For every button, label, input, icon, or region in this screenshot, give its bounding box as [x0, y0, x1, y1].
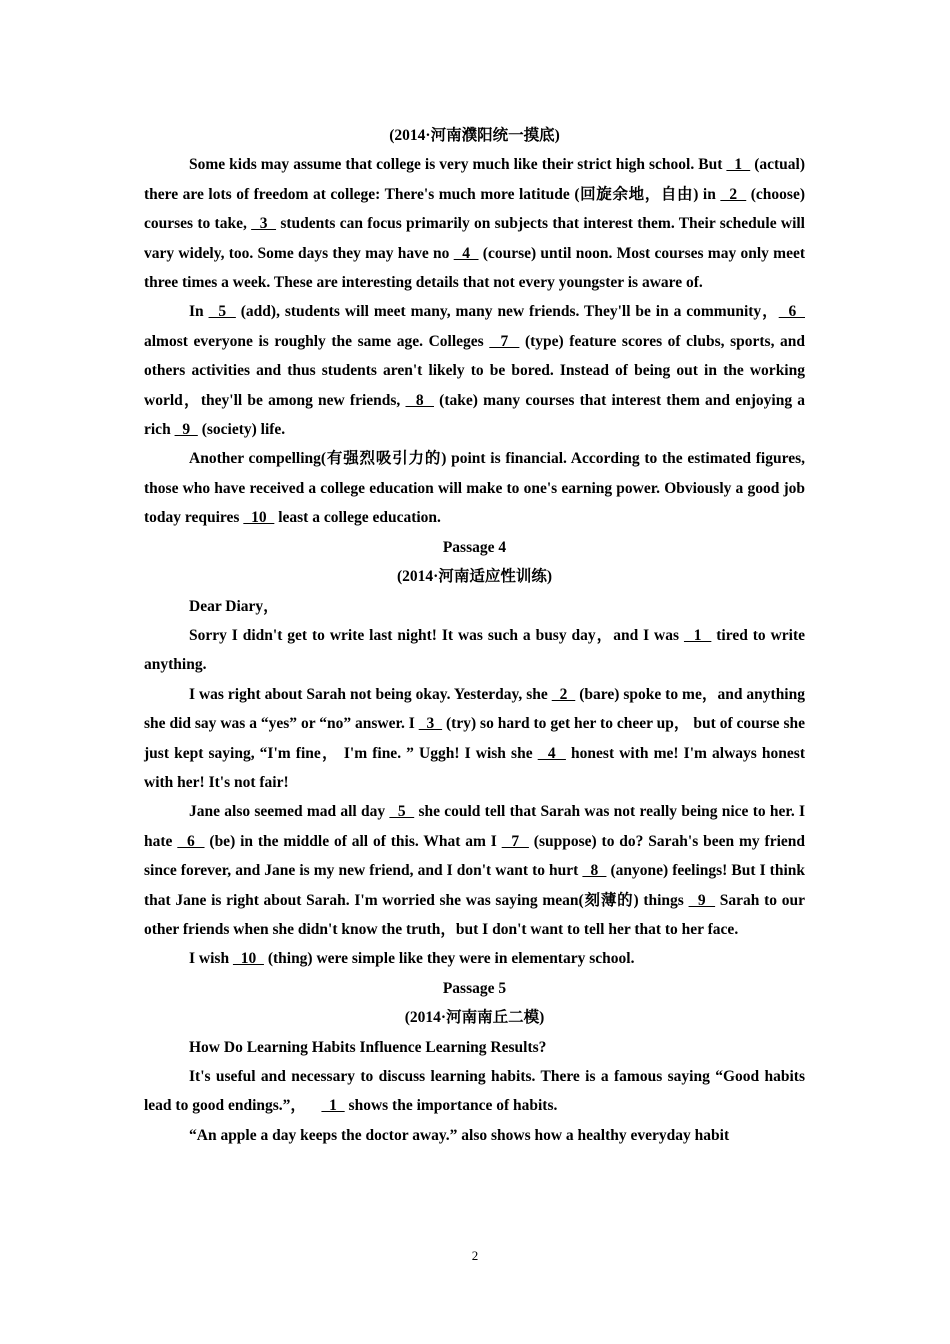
text: (society) life.: [197, 421, 286, 439]
passage5-title: How Do Learning Habits Influence Learning Results?: [189, 1038, 547, 1056]
blank-3[interactable]: 3: [418, 715, 443, 733]
passage4-paragraph-3: [144, 797, 805, 944]
passage4-paragraph-4: [144, 944, 805, 973]
blank-8[interactable]: 8: [405, 391, 434, 409]
blank-2[interactable]: 2: [551, 685, 576, 703]
text: honest with me! I'm always honest with her! It's not fair!: [144, 744, 806, 791]
text: almost everyone is roughly the same age. Colleges: [144, 332, 490, 350]
document-body: [144, 121, 809, 1150]
text: Sorry I didn't get to write last night! It was such a busy day，and I was: [189, 626, 684, 644]
blank-8[interactable]: 8: [582, 862, 607, 880]
text: tired to write anything.: [144, 626, 805, 674]
text: (choose) courses to take,: [144, 185, 805, 233]
text: (be) in the middle of all of this. What am I: [204, 832, 502, 850]
passage3-paragraph-1: [144, 150, 805, 297]
passage5-paragraph-2: [144, 1121, 805, 1150]
blank-10[interactable]: 10: [243, 509, 275, 527]
text: “An apple a day keeps the doctor away.” also shows how a healthy everyday habit: [189, 1126, 730, 1144]
blank-1[interactable]: 1: [726, 156, 751, 174]
text: I was right about Sarah not being okay. Yesterday, she: [189, 685, 552, 703]
passage3-paragraph-2: [144, 297, 805, 444]
blank-2[interactable]: 2: [720, 185, 747, 203]
text: (suppose) to do? Sarah's been my friend since forever, and Jane is my new friend, and I don't want to hurt: [144, 832, 806, 880]
passage5-heading: Passage 5: [442, 979, 507, 997]
text: (course) until noon. Most courses may only meet three times a week. These are interesting details that not every youngster is aware of.: [144, 244, 806, 292]
blank-5[interactable]: 5: [389, 803, 415, 821]
text: (take) many courses that interest them and enjoying a rich: [144, 391, 806, 439]
blank-4[interactable]: 4: [537, 744, 566, 762]
text: (anyone) feelings! But I think that Jane is right about Sarah. I'm worried she was saying mean(刻薄的) things: [144, 862, 806, 909]
passage4-paragraph-2: [144, 680, 805, 798]
blank-6[interactable]: 6: [778, 303, 805, 321]
passage4-heading: Passage 4: [442, 538, 507, 556]
passage4-greeting: Dear Diary，: [189, 597, 279, 615]
text: students can focus primarily on subjects that interest them. Their schedule will vary widely, too. Some days they may have no: [144, 215, 805, 262]
blank-5[interactable]: 5: [208, 303, 236, 321]
blank-3[interactable]: 3: [251, 215, 277, 233]
blank-7[interactable]: 7: [489, 332, 520, 350]
text: (bare) spoke to me，and anything she did say was a “yes” or “no” answer. I: [144, 685, 805, 733]
text: It's useful and necessary to discuss learning habits. There is a famous saying “Good habits lead to good endings.”，: [144, 1068, 809, 1115]
page-number: 2: [471, 1248, 479, 1263]
text: least a college education.: [274, 509, 441, 527]
text: In: [189, 303, 209, 321]
text: I wish: [189, 950, 233, 968]
text: (type) feature scores of clubs, sports, and others activities and thus students aren't likely to be bored. Instead of being out in the working world，they'll be among new friends,: [144, 332, 806, 409]
passage5-source: (2014·河南南丘二模): [404, 1009, 545, 1027]
text: (thing) were simple like they were in elementary school.: [263, 950, 635, 968]
blank-1[interactable]: 1: [321, 1097, 345, 1115]
text: (actual) there are lots of freedom at college: There's much more latitude (回旋余地，自由) in: [144, 156, 806, 203]
text: Another compelling(有强烈吸引力的) point is financial. According to the estimated figures, those who have received a college education will make to one's earning power. Obviously a good job today requires: [144, 450, 805, 527]
passage3-paragraph-3: [144, 444, 805, 532]
passage5-paragraph-1: [144, 1062, 809, 1121]
blank-9[interactable]: 9: [688, 891, 716, 909]
passage3-source: (2014·河南濮阳统一摸底): [389, 127, 560, 144]
text: shows the importance of habits.: [344, 1097, 558, 1115]
text: Jane also seemed mad all day: [189, 803, 390, 821]
blank-9[interactable]: 9: [174, 421, 198, 439]
passage4-paragraph-1: [144, 621, 805, 680]
blank-4[interactable]: 4: [453, 244, 479, 262]
text: she could tell that Sarah was not really being nice to her. I hate: [144, 803, 806, 850]
blank-1[interactable]: 1: [683, 626, 712, 644]
blank-7[interactable]: 7: [501, 832, 529, 850]
passage4-source: (2014·河南适应性训练): [397, 568, 552, 586]
text: Sarah to our other friends when she didn't know the truth，but I don't want to tell her that to her face.: [144, 891, 805, 938]
blank-6[interactable]: 6: [177, 832, 205, 850]
blank-10[interactable]: 10: [232, 950, 264, 968]
text: Some kids may assume that college is very much like their strict high school. But: [189, 156, 727, 174]
text: (add), students will meet many, many new friends. They'll be in a community，: [235, 303, 779, 321]
text: (try) so hard to get her to cheer up， but of course she just kept saying, “I'm fine， I'm fine. ” Uggh! I wish she: [144, 715, 806, 762]
